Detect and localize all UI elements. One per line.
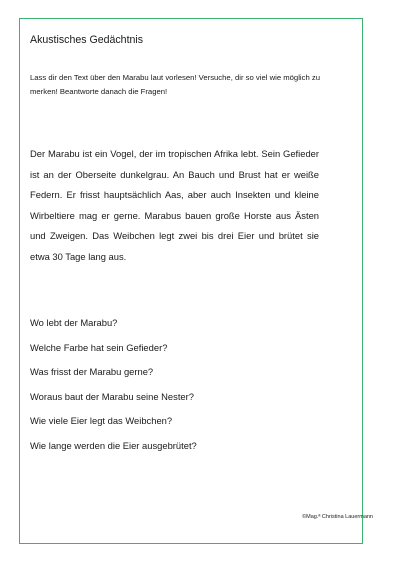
page-title: Akustisches Gedächtnis	[30, 34, 144, 46]
question-item: Wie lange werden die Eier ausgebrütet?	[30, 439, 197, 451]
copyright-note: ©Mag.ª Christina Lauermann	[302, 514, 373, 520]
question-item: Welche Farbe hat sein Gefieder?	[30, 341, 168, 353]
story-text: Der Marabu ist ein Vogel, der im tropischen Afrika lebt. Sein Gefieder ist an der Oberseite dunkelgrau. An Bauch und Brust hat er weiße Federn. Er frisst hauptsächlich Aas, aber auch Insekten und kleine Wirbeltiere mag er gerne. Marabus bauen große Horste aus Ästen und Zweigen. Das Weibchen legt zwei bis drei Eier und brütet sie etwa 30 Tage lang aus.	[30, 148, 319, 262]
question-item: Woraus baut der Marabu seine Nester?	[30, 390, 194, 402]
question-item: Wie viele Eier legt das Weibchen?	[30, 415, 173, 426]
question-item: Was frisst der Marabu gerne?	[30, 366, 154, 377]
questions-list	[30, 311, 197, 458]
instructions-text: Lass dir den Text über den Marabu laut vorlesen! Versuche, dir so viel wie möglich zu merken! Beantworte danach die Fragen!	[30, 73, 320, 96]
question-item: Wo lebt der Marabu?	[30, 317, 118, 328]
